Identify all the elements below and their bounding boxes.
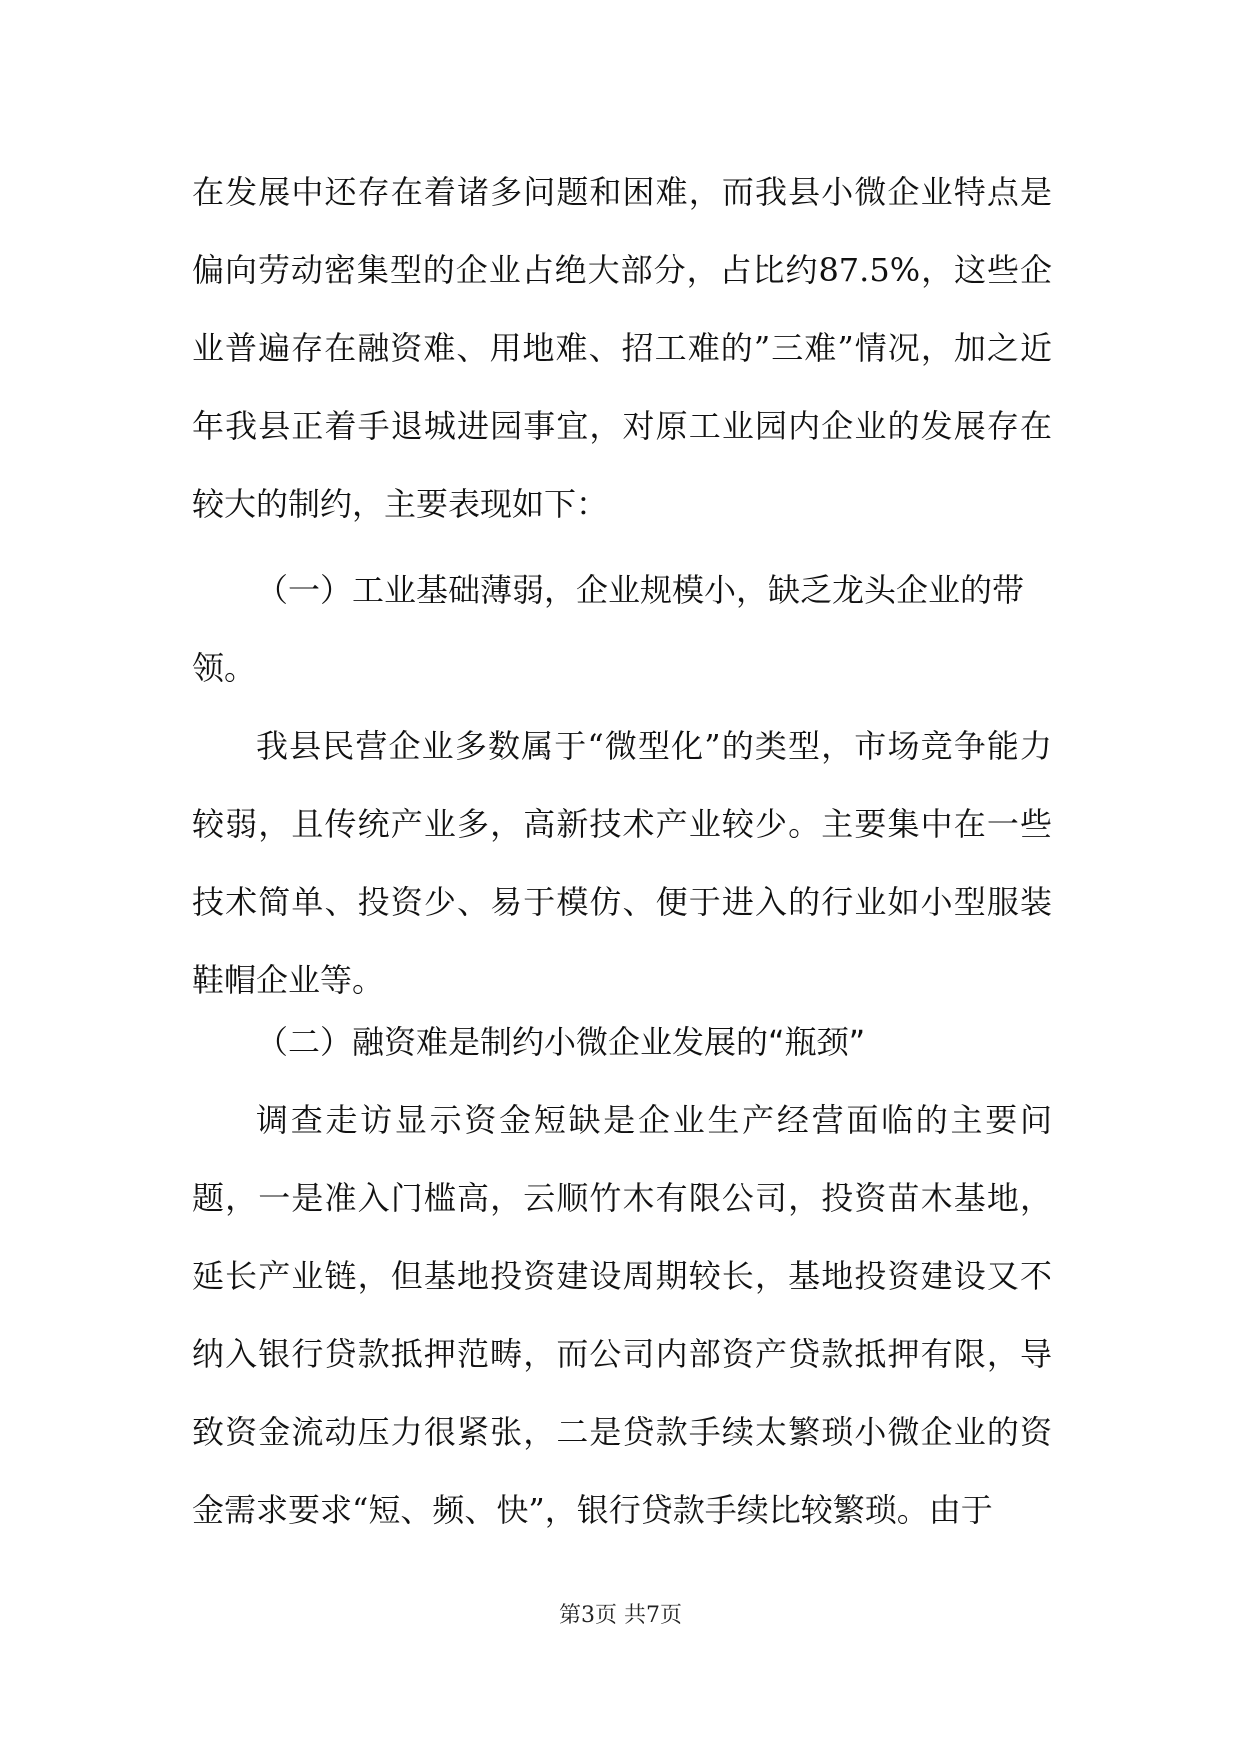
page-footer: 第3页 共7页	[559, 1603, 682, 1628]
paragraph-section-2: 调查走访显示资金短缺是企业生产经营面临的主要问题，一是准入门槛高，云顺竹木有限公司，投资苗木基地，延长产业链，但基地投资建设周期较长，基地投资建设又不纳入银行贷款抵押范畴，而公司内部资产贷款抵押有限，导致资金流动压力很紧张，二是贷款手续太繁琐小微企业的资金需求要求“短、频、快”，银行贷款手续比较繁琐。由于	[192, 1101, 1052, 1529]
paragraph-continued: 在发展中还存在着诸多问题和困难，而我县小微企业特点是偏向劳动密集型的企业占绝大部分，占比约87.5%，这些企业普遍存在融资难、用地难、招工难的”三难”情况，加之近年我县正着手退城进园事宜，对原工业园内企业的发展存在较大的制约，主要表现如下：	[192, 173, 1052, 523]
section-heading-2: （二）融资难是制约小微企业发展的“瓶颈”	[256, 1023, 866, 1061]
section-heading-1: （一）工业基础薄弱，企业规模小，缺乏龙头企业的带领。	[192, 571, 1025, 687]
paragraph-section-1: 我县民营企业多数属于“微型化”的类型，市场竞争能力较弱，且传统产业多，高新技术产业较少。主要集中在一些技术简单、投资少、易于模仿、便于进入的行业如小型服装鞋帽企业等。	[192, 727, 1052, 999]
